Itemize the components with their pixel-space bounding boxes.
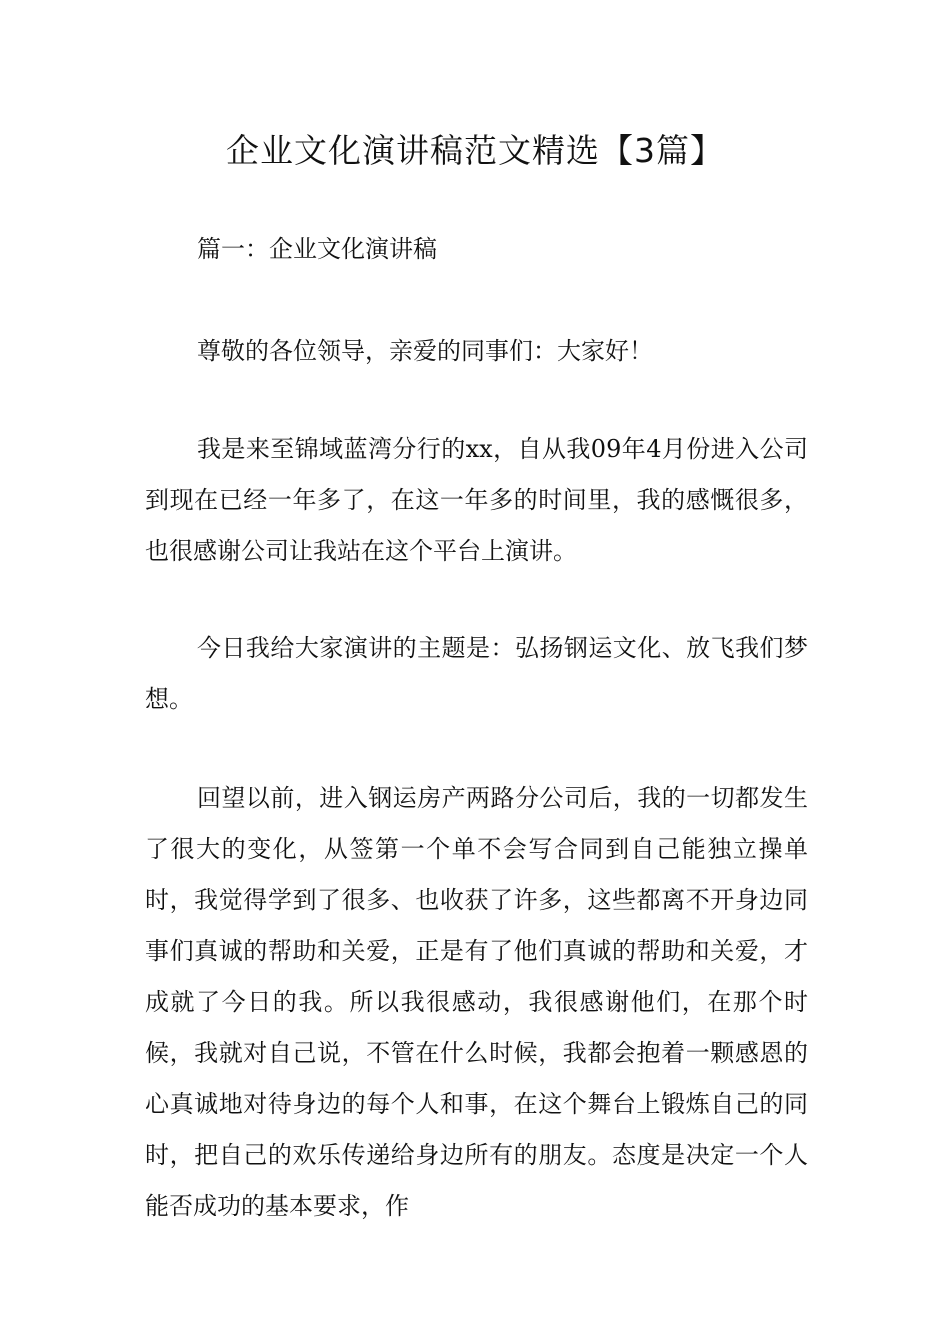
greeting-paragraph: 尊敬的各位领导，亲爱的同事们：大家好！ [197,337,653,365]
body-paragraph-2: 今日我给大家演讲的主题是：弘扬钢运文化、放飞我们梦想。 [145,634,808,713]
document-title: 企业文化演讲稿范文精选【3篇】 [226,131,724,170]
body-paragraph-3: 回望以前，进入钢运房产两路分公司后，我的一切都发生了很大的变化，从签第一个单不会写合同到自己能独立操单时，我觉得学到了很多、也收获了许多，这些都离不开身边同事们真诚的帮助和关爱，正是有了他们真诚的帮助和关爱，才成就了今日的我。所以我很感动，我很感谢他们，在那个时候，我就对自己说，不管在什么时候，我都会抱着一颗感恩的心真诚地对待身边的每个人和事，在这个舞台上锻炼自己的同时，把自己的欢乐传递给身边所有的朋友。态度是决定一个人能否成功的基本要求，作 [145,784,808,1220]
body-paragraph-1: 我是来至锦域蓝湾分行的xx，自从我09年4月份进入公司到现在已经一年多了，在这一年多的时间里，我的感慨很多，也很感谢公司让我站在这个平台上演讲。 [145,435,808,565]
section-heading: 篇一：企业文化演讲稿 [197,235,437,263]
